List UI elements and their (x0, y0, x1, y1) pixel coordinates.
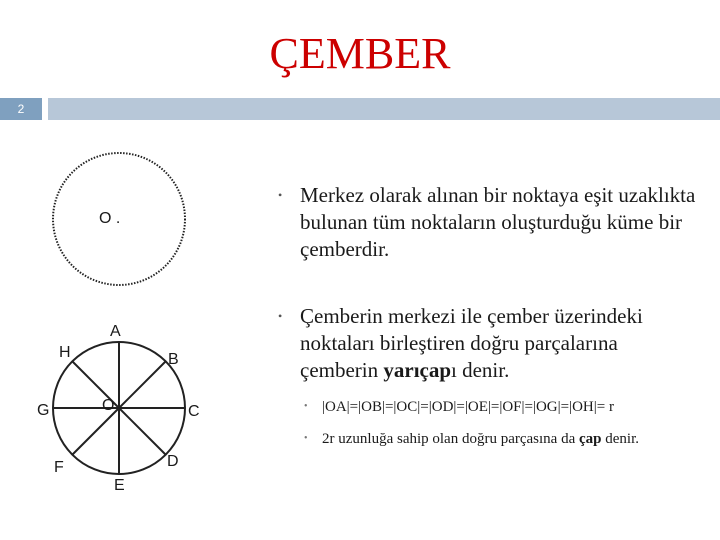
sub-bullet-diameter-bold: çap (579, 431, 602, 447)
point-label-f: F (54, 459, 64, 476)
radius-line-b (119, 361, 166, 408)
radius-lines (53, 342, 185, 474)
sub-bullet-diameter (278, 430, 698, 448)
top-circle-center-label: O . (99, 210, 121, 227)
sub-bullet-marker: • (304, 433, 308, 444)
slide-title: ÇEMBER (269, 29, 451, 78)
radius-line-f (72, 408, 119, 455)
point-label-h: H (59, 344, 71, 361)
point-label-c: C (188, 403, 200, 420)
bullet-marker: • (278, 309, 283, 323)
point-label-b: B (168, 351, 179, 368)
sub-bullet-diameter-text-before: 2r uzunluğa sahip olan doğru parçasına da (322, 431, 579, 447)
bullet-radius-bold: yarıçap (383, 358, 452, 382)
bullet-marker: • (278, 188, 283, 202)
slide-content (278, 182, 698, 462)
point-label-g: G (37, 402, 50, 419)
bullet-definition-text: Merkez olarak alınan bir noktaya eşit uzaklıkta bulunan tüm noktaların oluşturduğu küme bir çemberdir. (300, 183, 696, 261)
bullet-radius-text-after: ı denir. (451, 358, 510, 382)
radius-line-d (119, 408, 166, 455)
center-label: O (102, 397, 115, 414)
bullet-radius (278, 303, 698, 384)
bullet-radius-text-before: Çemberin merkezi ile çember üzerindeki noktaları birleştiren doğru parçalarına çemberin (300, 304, 643, 382)
point-label-d: D (167, 453, 179, 470)
slide-number: 2 (0, 98, 42, 120)
sub-bullet-equal-radii (278, 398, 698, 416)
point-label-e: E (114, 477, 125, 494)
sub-bullet-equal-radii-text: |OA|=|OB|=|OC|=|OD|=|OE|=|OF|=|OG|=|OH|= r (322, 399, 614, 415)
bullet-definition (278, 182, 698, 263)
point-label-a: A (110, 323, 121, 340)
sub-bullet-diameter-text-after: denir. (601, 431, 639, 447)
sub-bullet-marker: • (304, 401, 308, 412)
